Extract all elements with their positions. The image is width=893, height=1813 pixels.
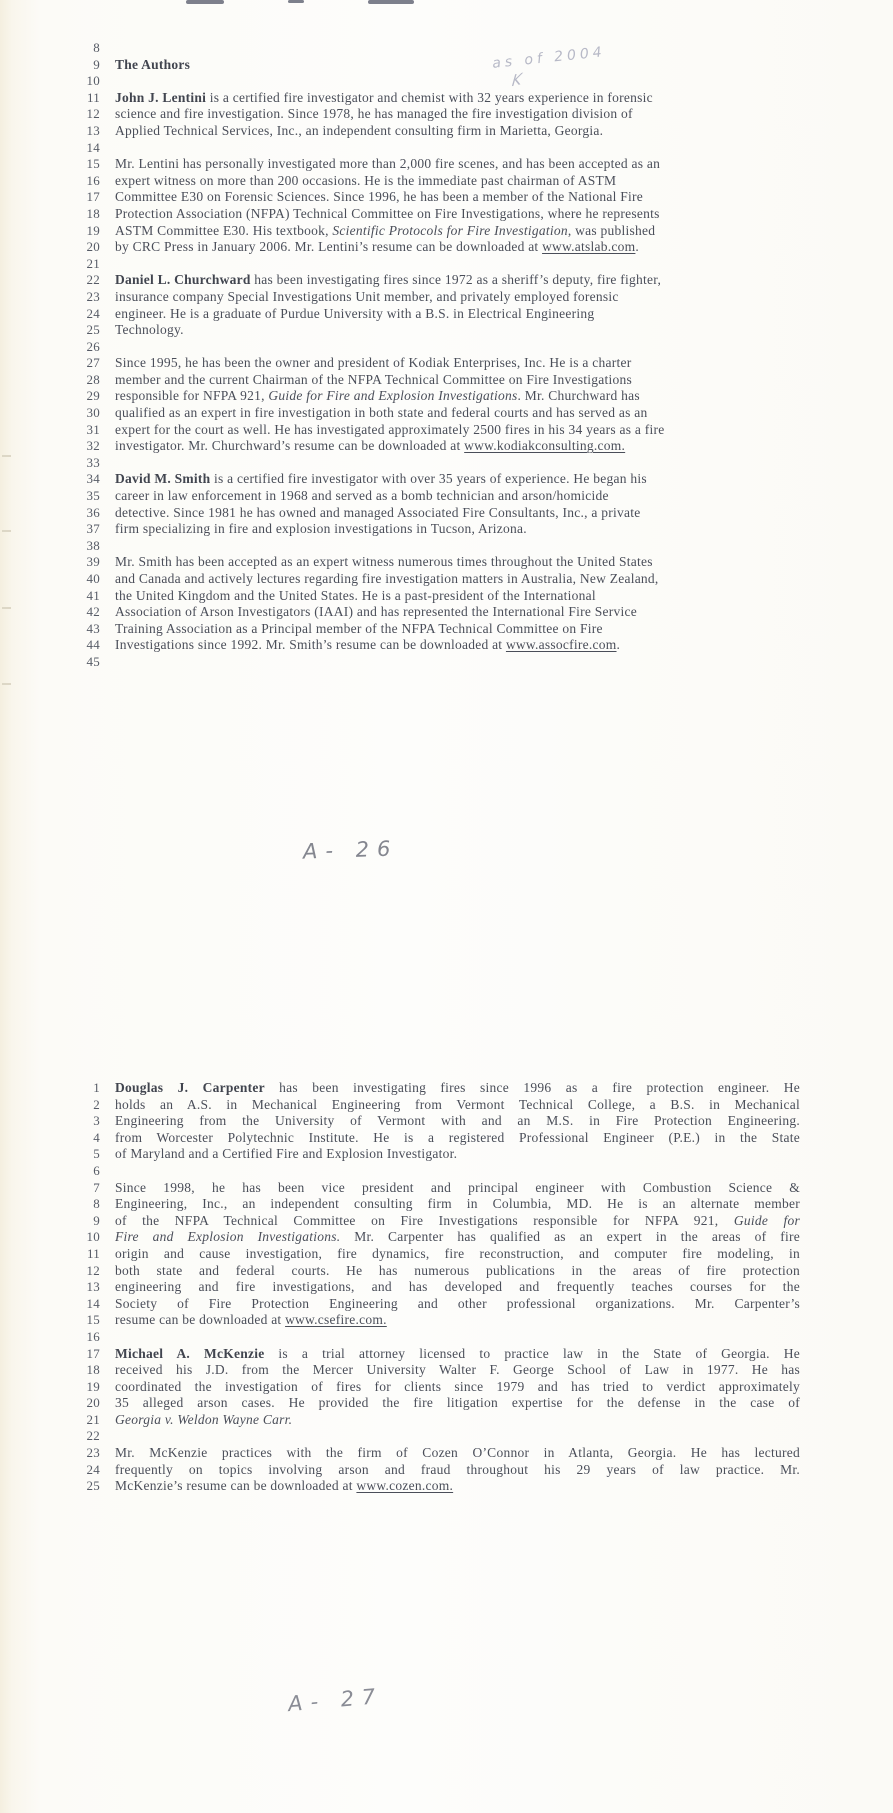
line-text: [115, 1312, 800, 1329]
text-segment: Engineering from the University of Vermont with and an M.S. in Fire Protection Engineering.: [115, 1113, 800, 1129]
document-line: [0, 422, 790, 439]
text-segment: has been investigating fires since 1972 as a sheriff’s deputy, fire fighter,: [250, 272, 662, 288]
text-segment: and Canada and actively lectures regarding fire investigation matters in Australia, New Zealand,: [115, 571, 659, 586]
line-number: 45: [86, 653, 100, 669]
line-number: 23: [86, 288, 100, 304]
line-text: [115, 637, 790, 654]
text-segment: Since 1998, he has been vice president and principal engineer with Combustion Science &: [115, 1179, 800, 1195]
line-text: [115, 1196, 800, 1213]
resume-link: www.atslab.com: [542, 239, 636, 255]
line-text: [115, 455, 790, 472]
line-number: 21: [86, 1411, 100, 1427]
text-segment: Daniel L. Churchward: [115, 272, 251, 288]
document-line: [0, 123, 790, 140]
line-text: [115, 1428, 800, 1445]
line-text: [115, 239, 790, 256]
text-segment: Protection Association (NFPA) Technical Committee on Fire Investigations, where he represents: [115, 205, 660, 221]
line-text: [115, 388, 790, 405]
text-segment: Engineering, Inc., an independent consulting firm in Columbia, MD. He is an alternate member: [115, 1196, 800, 1212]
line-number: 28: [86, 371, 100, 387]
document-line: [0, 388, 790, 405]
text-segment: Scientific Protocols for Fire Investigation: [332, 222, 568, 238]
text-segment: expert witness on more than 200 occasions. He is the immediate past chairman of ASTM: [115, 172, 617, 188]
line-number: 8: [93, 40, 100, 55]
line-text: [115, 1180, 800, 1197]
document-line: [0, 405, 790, 422]
text-segment: Guide for Fire and Explosion Investigations: [268, 388, 518, 404]
line-number: 2: [93, 1096, 100, 1112]
text-segment: expert for the court as well. He has investigated approximately 2500 fires in his 34 years as a fire: [115, 421, 665, 437]
line-text: [115, 1080, 800, 1097]
line-text: [115, 405, 790, 422]
line-number: 16: [86, 172, 100, 188]
line-text: [115, 1263, 800, 1280]
document-line: [0, 239, 790, 256]
text-segment: firm specializing in fire and explosion investigations in Tucson, Arizona.: [115, 521, 527, 537]
text-segment: ASTM Committee E30. His textbook,: [115, 222, 333, 238]
line-number: 11: [86, 89, 100, 105]
document-line: [0, 106, 790, 123]
document-line: [0, 140, 790, 157]
line-number: 35: [86, 488, 100, 504]
line-number: 17: [86, 189, 100, 205]
text-segment: holds an A.S. in Mechanical Engineering from Vermont Technical College, a B.S. in Mechanical: [115, 1096, 800, 1112]
text-segment: the United Kingdom and the United States. He is a past-president of the International: [115, 587, 596, 603]
line-number: 20: [86, 1395, 100, 1411]
document-line: [0, 355, 790, 372]
line-number: 21: [86, 255, 100, 271]
line-number: 15: [86, 1312, 100, 1328]
document-page-2: [0, 1080, 893, 1495]
line-number: 12: [86, 1262, 100, 1278]
line-text: [115, 306, 790, 323]
document-line: [0, 1113, 800, 1130]
line-text: [115, 1362, 800, 1379]
document-line: [0, 1329, 800, 1346]
text-segment: Committee E30 on Forensic Sciences. Since 1996, he has been a member of the National Fire: [115, 189, 643, 205]
document-line: [0, 1395, 800, 1412]
line-text: [115, 604, 790, 621]
document-line: [0, 1146, 800, 1163]
text-segment: Mr. McKenzie practices with the firm of Cozen O’Connor in Atlanta, Georgia. He has lectured: [115, 1445, 800, 1461]
line-number: 7: [93, 1179, 100, 1195]
line-number: 11: [86, 1245, 100, 1261]
line-text: [115, 571, 790, 588]
line-text: [115, 1462, 800, 1479]
document-line: [0, 637, 790, 654]
line-text: [115, 123, 790, 140]
line-text: [115, 1296, 800, 1313]
document-line: [0, 1213, 800, 1230]
line-number: 22: [86, 272, 100, 288]
resume-link: www.kodiakconsulting.com.: [464, 438, 626, 454]
text-segment: engineer. He is a graduate of Purdue University with a B.S. in Electrical Engineering: [115, 305, 595, 321]
scan-artifact: [186, 0, 224, 4]
document-line: [0, 40, 790, 57]
line-number: 29: [86, 388, 100, 404]
line-number: 5: [93, 1146, 100, 1162]
handwritten-exhibit-label-a27: A- 27: [287, 1683, 385, 1717]
text-segment: The Authors: [115, 56, 191, 72]
document-line: [0, 1163, 800, 1180]
line-number: 4: [93, 1129, 100, 1145]
line-text: [115, 1395, 800, 1412]
text-segment: .: [616, 637, 621, 653]
line-number: 6: [93, 1162, 100, 1178]
document-line: [0, 1180, 800, 1197]
line-number: 14: [86, 1295, 100, 1311]
line-number: 39: [86, 554, 100, 570]
text-segment: received his J.D. from the Mercer University Walter F. George School of Law in 1977. He has: [115, 1362, 800, 1378]
line-text: [115, 521, 790, 538]
document-line: [0, 206, 790, 223]
document-line: [0, 272, 790, 289]
line-text: [115, 289, 790, 306]
text-segment: Guide for: [733, 1212, 800, 1228]
document-line: [0, 1445, 800, 1462]
text-segment: Since 1995, he has been the owner and president of Kodiak Enterprises, Inc. He is a charter: [115, 355, 632, 371]
line-number: 30: [86, 405, 100, 421]
resume-link: www.assocfire.com: [505, 637, 617, 653]
document-line: [0, 505, 790, 522]
line-number: 41: [86, 587, 100, 603]
document-line: [0, 1462, 800, 1479]
text-segment: is a trial attorney licensed to practice law in the State of Georgia. He: [264, 1345, 800, 1361]
handwritten-date-annotation: as of 2004: [491, 44, 607, 72]
text-segment: insurance company Special Investigations Unit member, and privately employed forensic: [115, 288, 619, 304]
line-number: 10: [86, 1229, 100, 1245]
text-segment: responsible for NFPA 921,: [115, 388, 269, 404]
line-text: [115, 538, 790, 555]
line-number: 9: [93, 56, 100, 72]
line-number: 24: [86, 305, 100, 321]
document-line: [0, 1412, 800, 1429]
text-segment: qualified as an expert in fire investigation in both state and federal courts and has served as an: [115, 405, 648, 421]
line-number: 10: [86, 73, 100, 89]
document-line: [0, 604, 790, 621]
document-line: [0, 1379, 800, 1396]
document-line: [0, 156, 790, 173]
text-segment: Fire and Explosion Investigations.: [115, 1229, 341, 1245]
document-line: [0, 1362, 800, 1379]
document-line: [0, 1229, 800, 1246]
text-segment: Mr. Lentini has personally investigated more than 2,000 fire scenes, and has been accepted as an: [115, 156, 661, 172]
line-text: [115, 322, 790, 339]
line-number: 1: [93, 1080, 100, 1095]
line-text: [115, 1213, 800, 1230]
line-text: [115, 106, 790, 123]
text-segment: from Worcester Polytechnic Institute. He is a registered Professional Engineer (P.E.) in the State: [115, 1129, 800, 1145]
line-text: [115, 372, 790, 389]
line-text: [115, 256, 790, 273]
line-number: 27: [86, 355, 100, 371]
text-segment: Douglas J. Carpenter: [115, 1080, 265, 1095]
line-text: [115, 73, 790, 90]
text-segment: both state and federal courts. He has numerous publications in the areas of fire protection: [115, 1262, 800, 1278]
document-line: [0, 1263, 800, 1280]
document-line: [0, 1080, 800, 1097]
line-text: [115, 471, 790, 488]
line-number: 26: [86, 338, 100, 354]
line-text: [115, 206, 790, 223]
document-line: [0, 256, 790, 273]
text-segment: David M. Smith: [115, 471, 211, 487]
document-line: [0, 488, 790, 505]
text-segment: resume can be downloaded at: [115, 1312, 286, 1328]
line-number: 9: [93, 1212, 100, 1228]
document-line: [0, 538, 790, 555]
line-number: 18: [86, 1362, 100, 1378]
text-segment: Applied Technical Services, Inc., an independent consulting firm in Marietta, Georgia.: [115, 122, 604, 138]
line-text: [115, 1113, 800, 1130]
line-number: 8: [93, 1196, 100, 1212]
scan-artifact: [2, 683, 11, 685]
text-segment: engineering and fire investigations, and has developed and frequently teaches courses for the: [115, 1279, 800, 1295]
text-segment: Georgia v. Weldon Wayne Carr.: [115, 1411, 293, 1427]
scan-artifact: [288, 0, 304, 3]
line-text: [115, 1146, 800, 1163]
document-line: [0, 1296, 800, 1313]
line-number: 15: [86, 156, 100, 172]
document-line: [0, 322, 790, 339]
line-number: 38: [86, 537, 100, 553]
line-number: 12: [86, 106, 100, 122]
document-line: [0, 1279, 800, 1296]
line-number: 20: [86, 239, 100, 255]
text-segment: origin and cause investigation, fire dynamics, fire reconstruction, and computer fire modeling, in: [115, 1245, 800, 1261]
text-segment: McKenzie’s resume can be downloaded at: [115, 1478, 357, 1494]
line-number: 16: [86, 1328, 100, 1344]
text-segment: member and the current Chairman of the NFPA Technical Committee on Fire Investigations: [115, 371, 632, 387]
document-line: [0, 438, 790, 455]
line-text: [115, 1097, 800, 1114]
line-text: [115, 1163, 800, 1180]
handwritten-exhibit-label-a26: A- 26: [302, 836, 399, 864]
scan-artifact: [368, 0, 414, 4]
text-segment: Training Association as a Principal member of the NFPA Technical Committee on Fire: [115, 620, 603, 636]
line-text: [115, 223, 790, 240]
line-text: [115, 554, 790, 571]
line-text: [115, 438, 790, 455]
document-line: [0, 289, 790, 306]
document-line: [0, 1097, 800, 1114]
line-number: 31: [86, 421, 100, 437]
text-segment: frequently on topics involving arson and fraud throughout his 29 years of law practice. Mr.: [115, 1461, 800, 1477]
text-segment: coordinated the investigation of fires for clients since 1979 and has tried to verdict approximately: [115, 1378, 800, 1394]
line-number: 24: [86, 1461, 100, 1477]
text-segment: Mr. Carpenter has qualified as an expert in the areas of fire: [340, 1229, 800, 1245]
line-text: [115, 173, 790, 190]
line-text: [115, 1279, 800, 1296]
document-line: [0, 455, 790, 472]
line-number: 3: [93, 1113, 100, 1129]
document-line: [0, 73, 790, 90]
document-page-1: [0, 40, 893, 671]
text-segment: is a certified fire investigator with over 35 years of experience. He began his: [210, 471, 647, 487]
line-text: [115, 189, 790, 206]
document-line: [0, 1246, 800, 1263]
line-text: [115, 1379, 800, 1396]
text-segment: detective. Since 1981 he has owned and managed Associated Fire Consultants, Inc., a private: [115, 504, 641, 520]
text-segment: .: [635, 239, 640, 255]
line-number: 19: [86, 222, 100, 238]
text-segment: John J. Lentini: [115, 89, 207, 105]
document-line: [0, 1478, 800, 1495]
line-text: [115, 1478, 800, 1495]
line-text: [115, 156, 790, 173]
resume-link: www.csefire.com.: [285, 1312, 387, 1328]
text-segment: has been investigating fires since 1996 as a fire protection engineer. He: [264, 1080, 800, 1095]
line-text: [115, 588, 790, 605]
document-line: [0, 621, 790, 638]
text-segment: investigator. Mr. Churchward’s resume can be downloaded at: [115, 438, 465, 454]
text-segment: Society of Fire Protection Engineering and other professional organizations. Mr. Carpenter’s: [115, 1295, 800, 1311]
document-line: [0, 571, 790, 588]
text-segment: Investigations since 1992. Mr. Smith’s resume can be downloaded at: [115, 637, 506, 653]
text-segment: of the NFPA Technical Committee on Fire Investigations responsible for NFPA 921,: [115, 1212, 734, 1228]
text-segment: Michael A. McKenzie: [115, 1345, 265, 1361]
line-text: [115, 1412, 800, 1429]
line-text: [115, 422, 790, 439]
line-number: 34: [86, 471, 100, 487]
document-line: [0, 588, 790, 605]
line-number: 37: [86, 521, 100, 537]
line-number: 36: [86, 504, 100, 520]
line-number: 40: [86, 571, 100, 586]
line-text: [115, 355, 790, 372]
document-line: [0, 189, 790, 206]
document-line: [0, 654, 790, 671]
line-text: [115, 505, 790, 522]
text-segment: career in law enforcement in 1968 and served as a bomb technician and arson/homicide: [115, 488, 609, 504]
text-segment: 35 alleged arson cases. He provided the fire litigation expertise for the defense in the case of: [115, 1395, 800, 1411]
line-text: [115, 40, 790, 57]
line-text: [115, 1346, 800, 1363]
line-number: 25: [86, 1478, 100, 1494]
document-line: [0, 554, 790, 571]
document-line: [0, 306, 790, 323]
line-text: [115, 654, 790, 671]
resume-link: www.cozen.com.: [356, 1478, 454, 1494]
line-number: 23: [86, 1445, 100, 1461]
document-line: [0, 223, 790, 240]
document-line: [0, 372, 790, 389]
text-segment: of Maryland and a Certified Fire and Explosion Investigator.: [115, 1146, 458, 1162]
line-text: [115, 272, 790, 289]
document-line: [0, 1346, 800, 1363]
document-line: [0, 173, 790, 190]
text-segment: Mr. Smith has been accepted as an expert witness numerous times throughout the United States: [115, 554, 653, 570]
line-number: 18: [86, 205, 100, 221]
line-text: [115, 90, 790, 107]
line-text: [115, 57, 790, 74]
text-segment: , was published: [567, 222, 656, 238]
handwritten-check-mark: K: [511, 69, 523, 91]
line-text: [115, 1329, 800, 1346]
line-number: 43: [86, 620, 100, 636]
line-text: [115, 1130, 800, 1147]
line-text: [115, 140, 790, 157]
line-number: 44: [86, 637, 100, 653]
line-text: [115, 488, 790, 505]
text-segment: Technology.: [115, 322, 184, 338]
line-text: [115, 1445, 800, 1462]
document-line: [0, 339, 790, 356]
line-text: [115, 621, 790, 638]
line-number: 14: [86, 139, 100, 155]
document-line: [0, 1196, 800, 1213]
line-number: 33: [86, 454, 100, 470]
text-segment: . Mr. Churchward has: [517, 388, 640, 404]
line-text: [115, 1246, 800, 1263]
line-number: 13: [86, 122, 100, 138]
document-line: [0, 90, 790, 107]
line-text: [115, 339, 790, 356]
document-line: [0, 471, 790, 488]
document-line: [0, 1130, 800, 1147]
line-number: 19: [86, 1378, 100, 1394]
text-segment: Association of Arson Investigators (IAAI) and has represented the International Fire Service: [115, 604, 637, 620]
document-line: [0, 1312, 800, 1329]
text-segment: science and fire investigation. Since 1978, he has managed the fire investigation division of: [115, 106, 633, 122]
line-number: 32: [86, 438, 100, 454]
line-number: 13: [86, 1279, 100, 1295]
text-segment: is a certified fire investigator and chemist with 32 years experience in forensic: [206, 89, 653, 105]
line-number: 25: [86, 322, 100, 338]
document-line: [0, 521, 790, 538]
line-number: 22: [86, 1428, 100, 1444]
line-text: [115, 1229, 800, 1246]
line-number: 42: [86, 604, 100, 620]
document-line: [0, 1428, 800, 1445]
document-line: [0, 57, 790, 74]
line-number: 17: [86, 1345, 100, 1361]
text-segment: by CRC Press in January 2006. Mr. Lentini’s resume can be downloaded at: [115, 239, 543, 255]
